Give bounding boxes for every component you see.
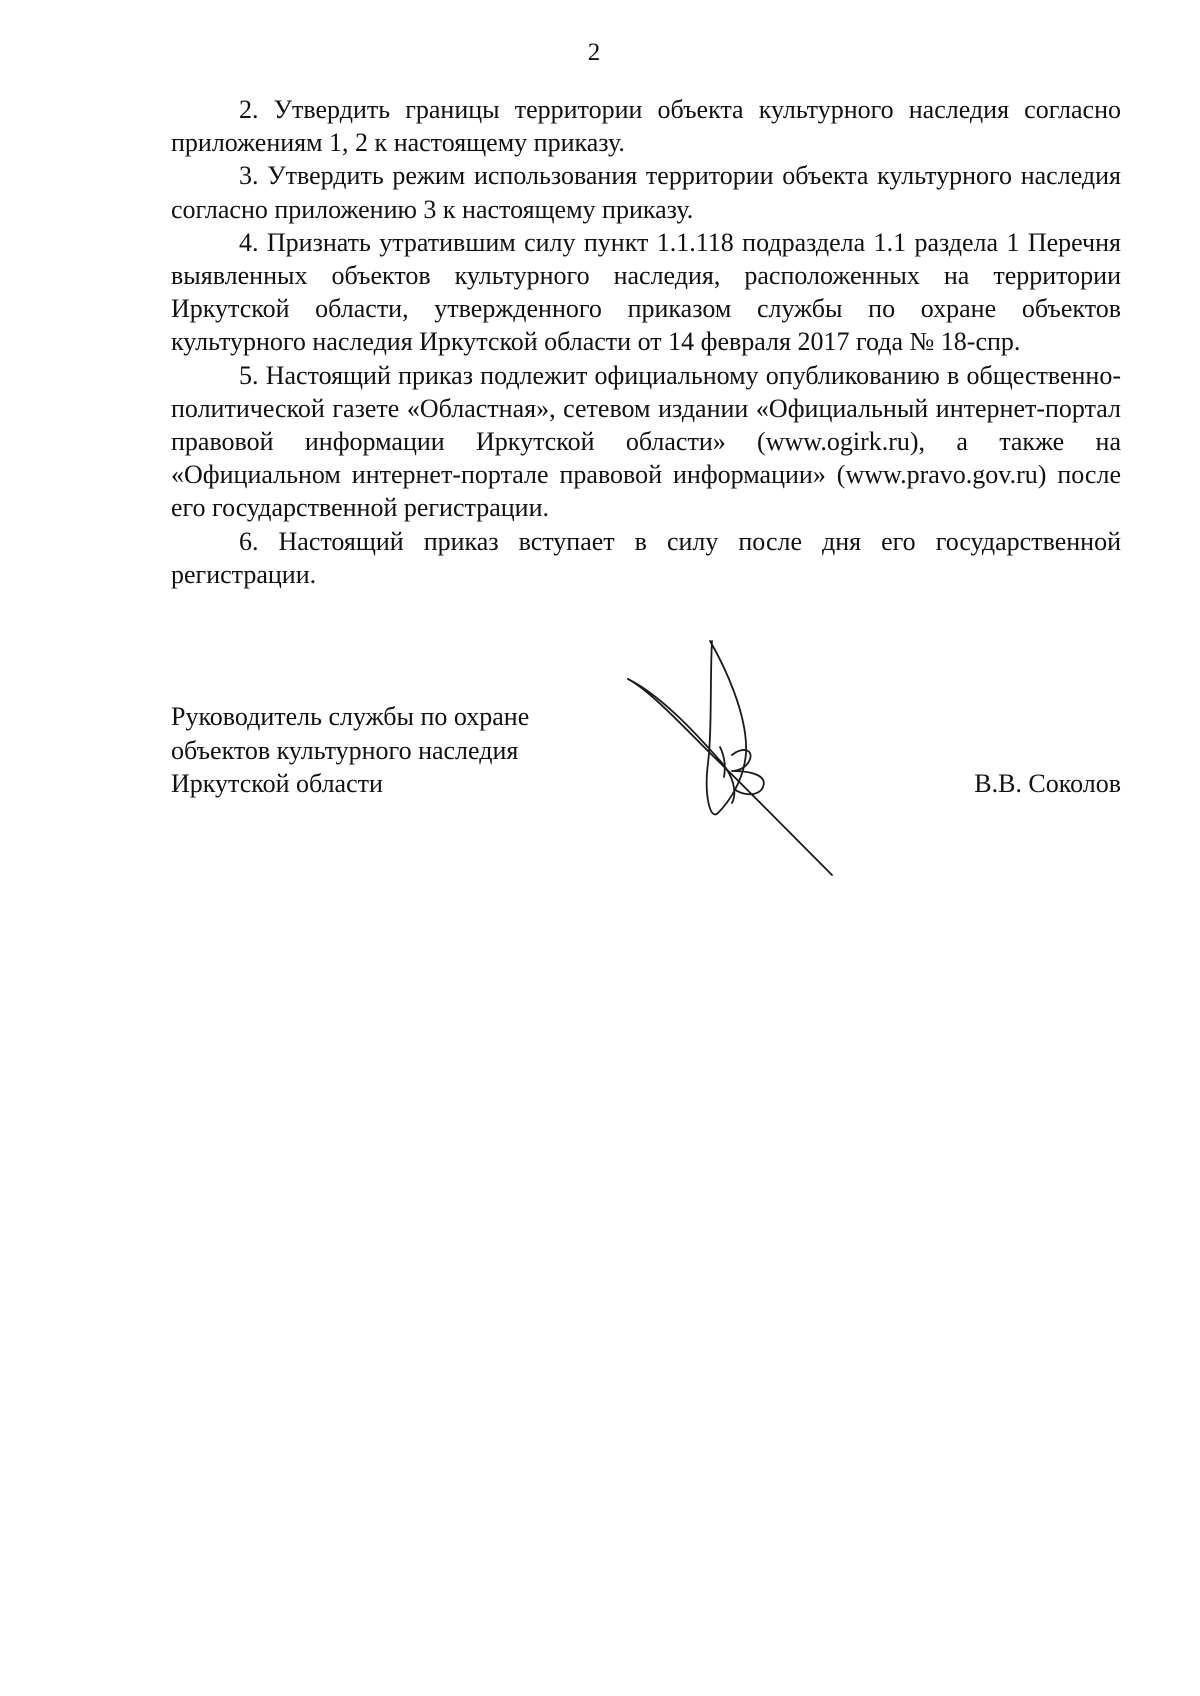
paragraph-4: 4. Признать утратившим силу пункт 1.1.118 подраздела 1.1 раздела 1 Перечня выявленных объектов культурного наследия, расположенных на территории Иркутской области, утвержденного приказом службы по охране объектов культурного наследия Иркутской области от 14 февраля 2017 года № 18-спр.	[171, 227, 1121, 357]
order-body	[171, 93, 1121, 591]
signer-name: В.В. Соколов	[974, 769, 1121, 798]
handwritten-signature	[620, 635, 850, 880]
signer-title-line: Иркутской области	[171, 769, 383, 798]
signer-title-line: Руководитель службы по охране	[171, 702, 530, 731]
paragraph-5: 5. Настоящий приказ подлежит официальному опубликованию в общественно-политической газете «Областная», сетевом издании «Официальный интернет-портал правовой информации Иркутской области» (www.ogirk.ru), а также на «Официальном интернет-портале правовой информации» (www.pravo.gov.ru) после его государственной регистрации.	[171, 360, 1121, 523]
paragraph-2: 2. Утвердить границы территории объекта культурного наследия согласно приложениям 1, 2 к настоящему приказу.	[171, 95, 1121, 158]
paragraph-6: 6. Настоящий приказ вступает в силу после дня его государственной регистрации.	[171, 526, 1121, 589]
signer-title	[171, 700, 529, 801]
page-number: 2	[587, 39, 601, 66]
signer-title-line: объектов культурного наследия	[171, 735, 519, 765]
paragraph-3: 3. Утвердить режим использования территории объекта культурного наследия согласно приложению 3 к настоящему приказу.	[171, 161, 1121, 224]
